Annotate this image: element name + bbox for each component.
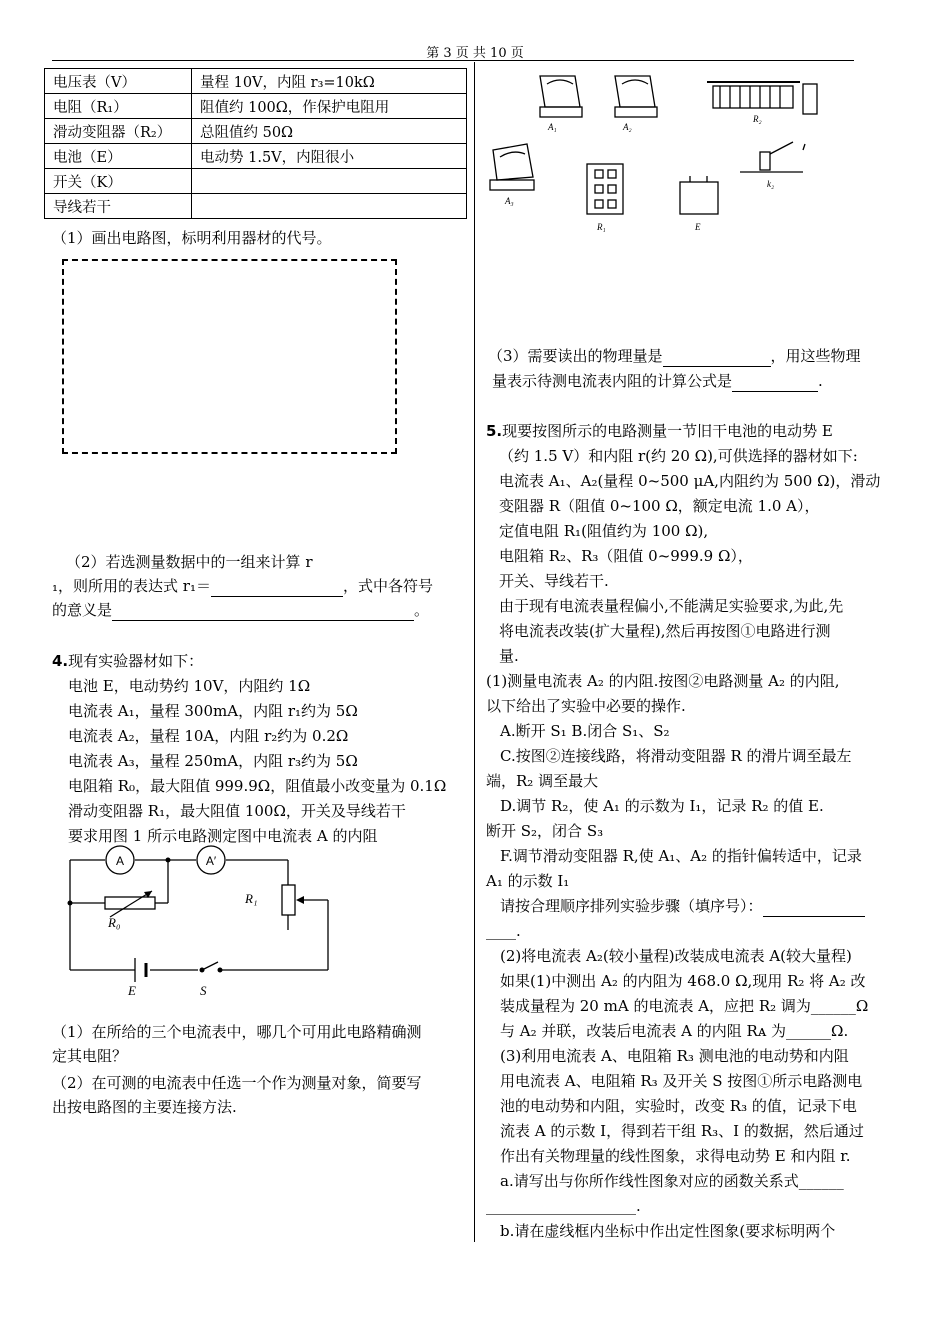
p5-line: 以下给出了实验中必要的操作. bbox=[486, 697, 686, 715]
question-2-meaning-label: 的意义是 bbox=[52, 601, 113, 619]
answer-blank[interactable] bbox=[732, 371, 818, 392]
table-row bbox=[45, 119, 467, 144]
label-a: A bbox=[115, 854, 125, 868]
p5-line: (1)测量电流表 A₂ 的内阻.按图②电路测量 A₂ 的内阻, bbox=[486, 672, 840, 690]
p5-line: 现要按图所示的电路测量一节旧干电池的电动势 E bbox=[502, 422, 833, 440]
question-3-formula-label: 量表示待测电流表内阻的计算公式是 bbox=[492, 372, 733, 390]
label-r0: R₀ bbox=[108, 915, 121, 930]
p5-line: C.按图②连接线路，将滑动变阻器 R 的滑片调至最左 bbox=[500, 747, 852, 765]
table-cell: 开关（K） bbox=[45, 169, 192, 194]
p5-line: 电流表 A₁、A₂(量程 0~500 μA,内阻约为 500 Ω)，滑动 bbox=[499, 472, 881, 490]
table-row bbox=[45, 169, 467, 194]
problem-5-header bbox=[486, 421, 833, 441]
label-a-prime: A′ bbox=[205, 854, 217, 868]
p4-item: 电池 E，电动势约 10V，内阻约 1Ω bbox=[68, 677, 311, 695]
problem-number: 4. bbox=[52, 652, 69, 670]
table-cell: 电池（E） bbox=[45, 144, 192, 169]
question-2-text: ₁，则所用的表达式 r₁＝ bbox=[52, 577, 211, 595]
problem-4-intro: 现有实验器材如下： bbox=[68, 652, 204, 670]
question-3-text: （3）需要读出的物理量是 bbox=[488, 347, 663, 365]
equip-label: k₂ bbox=[767, 179, 775, 189]
label-s: S bbox=[200, 983, 207, 998]
table-cell: 导线若干 bbox=[45, 194, 192, 219]
question-2-line-2 bbox=[52, 576, 433, 597]
p4-item: 电流表 A₁，量程 300mA，内阻 r₁约为 5Ω bbox=[68, 702, 358, 720]
table-row bbox=[45, 94, 467, 119]
p5-line: 量. bbox=[499, 647, 519, 665]
equip-label: R₂ bbox=[753, 114, 762, 124]
answer-blank[interactable] bbox=[211, 576, 343, 597]
question-1: （1）画出电路图，标明利用器材的代号。 bbox=[52, 229, 332, 247]
table-row bbox=[45, 194, 467, 219]
p4-question-1-line-1: （1）在所给的三个电流表中，哪几个可用此电路精确测 bbox=[52, 1023, 422, 1041]
p5-line: (3)利用电流表 A、电阻箱 R₃ 测电池的电动势和内阻 bbox=[500, 1047, 849, 1065]
p5-line: 电阻箱 R₂、R₃（阻值 0~999.9 Ω）， bbox=[499, 547, 753, 565]
problem-number: 5. bbox=[486, 422, 503, 440]
table-cell: 电阻（R₁） bbox=[45, 94, 192, 119]
p5-line: ____. bbox=[486, 922, 521, 940]
question-2-line-3 bbox=[52, 600, 429, 621]
p5-line: 将电流表改装(扩大量程),然后再按图①电路进行测 bbox=[499, 622, 831, 640]
label-r1: R₁ bbox=[245, 891, 258, 906]
p5-order-label: 请按合理顺序排列实验步骤（填序号）： bbox=[500, 897, 763, 915]
question-3-end: . bbox=[818, 372, 823, 390]
p5-line: 池的电动势和内阻，实验时，改变 R₃ 的值，记录下电 bbox=[500, 1097, 857, 1115]
table-cell bbox=[192, 194, 467, 219]
p4-question-2-line-1: （2）在可测的电流表中任选一个作为测量对象，简要写 bbox=[52, 1074, 422, 1092]
answer-blank[interactable] bbox=[112, 600, 414, 621]
question-3-line-2 bbox=[492, 371, 823, 392]
p5-line: （约 1.5 V）和内阻 r(约 20 Ω),可供选择的器材如下: bbox=[499, 447, 858, 465]
answer-blank[interactable] bbox=[763, 896, 865, 917]
table-cell bbox=[192, 169, 467, 194]
p4-item: 电流表 A₂，量程 10A，内阻 r₂约为 0.2Ω bbox=[68, 727, 349, 745]
column-divider bbox=[474, 62, 475, 1242]
equip-label: R₁ bbox=[597, 222, 606, 232]
p5-line: A.断开 S₁ B.闭合 S₁、S₂ bbox=[500, 722, 670, 740]
p5-line: 开关、导线若干. bbox=[499, 572, 609, 590]
circuit-diagram bbox=[60, 845, 350, 1000]
p5-line: 由于现有电流表量程偏小,不能满足实验要求,为此,先 bbox=[499, 597, 844, 615]
circuit-drawing-box[interactable] bbox=[62, 259, 397, 454]
p5-line: A₁ 的示数 I₁ bbox=[486, 872, 570, 890]
p5-line: (2)将电流表 A₂(较小量程)改装成电流表 A(较大量程) bbox=[500, 947, 852, 965]
p5-line: 断开 S₂，闭合 S₃ bbox=[486, 822, 604, 840]
p5-line: 流表 A 的示数 I，得到若干组 R₃、I 的数据，然后通过 bbox=[500, 1122, 864, 1140]
p5-line: 用电流表 A、电阻箱 R₃ 及开关 S 按图①所示电路测电 bbox=[500, 1072, 863, 1090]
equip-label: A₂ bbox=[623, 122, 632, 132]
problem-4-header bbox=[52, 651, 203, 671]
p5-line: 变阻器 R（阻值 0~100 Ω，额定电流 1.0 A）， bbox=[499, 497, 820, 515]
table-cell: 电动势 1.5V，内阻很小 bbox=[192, 144, 467, 169]
p4-question-1-line-2: 定其电阻？ bbox=[52, 1047, 128, 1065]
page-number: 第 3 页 共 10 页 bbox=[426, 46, 524, 61]
header-rule bbox=[52, 60, 854, 61]
question-3-line-1 bbox=[488, 346, 861, 367]
table-row bbox=[45, 69, 467, 94]
question-2-line-1: （2）若选测量数据中的一组来计算 r bbox=[66, 553, 313, 571]
equip-label: E bbox=[695, 222, 701, 232]
question-3-text-cont: ，用这些物理 bbox=[770, 347, 861, 365]
question-2-text-cont: ，式中各符号 bbox=[342, 577, 433, 595]
table-cell: 滑动变阻器（R₂） bbox=[45, 119, 192, 144]
equip-label: A₃ bbox=[505, 196, 514, 206]
p5-line: F.调节滑动变阻器 R,使 A₁、A₂ 的指针偏转适中，记录 bbox=[500, 847, 862, 865]
p4-item: 滑动变阻器 R₁，最大阻值 100Ω，开关及导线若干 bbox=[68, 802, 406, 820]
label-e: E bbox=[128, 983, 136, 998]
p5-line: D.调节 R₂，使 A₁ 的示数为 I₁，记录 R₂ 的值 E. bbox=[500, 797, 824, 815]
p5-line: 作出有关物理量的线性图象，求得电动势 E 和内阻 r. bbox=[500, 1147, 851, 1165]
question-2-end: 。 bbox=[414, 601, 430, 619]
table-cell: 总阻值约 50Ω bbox=[192, 119, 467, 144]
p5-line: 如果(1)中测出 A₂ 的内阻为 468.0 Ω,现用 R₂ 将 A₂ 改 bbox=[500, 972, 866, 990]
p5-line: b.请在虚线框内坐标中作出定性图象(要求标明两个 bbox=[500, 1222, 836, 1240]
p4-item: 电阻箱 R₀，最大阻值 999.9Ω，阻值最小改变量为 0.1Ω bbox=[68, 777, 447, 795]
p5-line bbox=[500, 896, 865, 917]
equip-label: A₁ bbox=[548, 122, 557, 132]
p5-line: a.请写出与你所作线性图象对应的函数关系式______ bbox=[500, 1172, 844, 1190]
p5-line: 端，R₂ 调至最大 bbox=[486, 772, 599, 790]
p5-line: 装成量程为 20 mA 的电流表 A，应把 R₂ 调为______Ω bbox=[500, 997, 869, 1015]
table-cell: 阻值约 100Ω，作保护电阻用 bbox=[192, 94, 467, 119]
answer-blank[interactable] bbox=[663, 346, 771, 367]
table-cell: 量程 10V，内阻 r₃=10kΩ bbox=[192, 69, 467, 94]
equipment-table bbox=[44, 68, 467, 219]
table-cell: 电压表（V） bbox=[45, 69, 192, 94]
p4-question-2-line-2: 出按电路图的主要连接方法. bbox=[52, 1098, 237, 1116]
p4-item: 要求用图 1 所示电路测定图中电流表 A 的内阻 bbox=[68, 827, 378, 845]
table-row bbox=[45, 144, 467, 169]
equipment-illustration bbox=[485, 72, 830, 247]
p5-line: 定值电阻 R₁(阻值约为 100 Ω), bbox=[499, 522, 709, 540]
p5-line: ____________________. bbox=[486, 1197, 641, 1215]
p4-item: 电流表 A₃，量程 250mA，内阻 r₃约为 5Ω bbox=[68, 752, 358, 770]
p5-line: 与 A₂ 并联，改装后电流表 A 的内阻 Rᴀ 为______Ω. bbox=[500, 1022, 849, 1040]
